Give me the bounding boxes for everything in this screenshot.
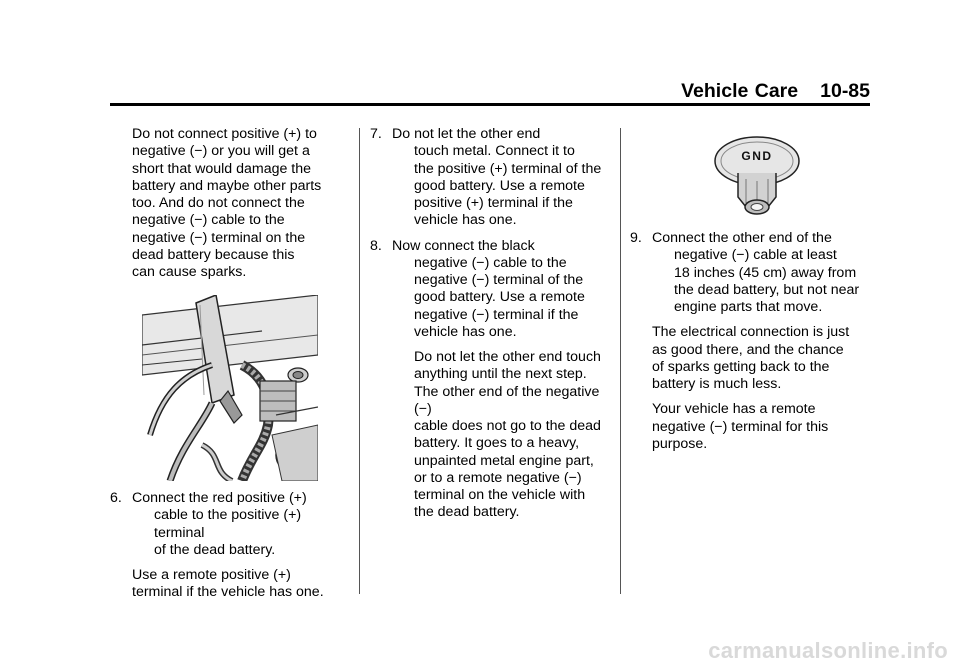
warning-text [110, 126, 350, 281]
text-line: dead battery because this [132, 246, 295, 263]
column-1 [110, 126, 350, 281]
text-line: vehicle has one. [414, 212, 517, 229]
text-line: Do not connect positive (+) to [132, 126, 317, 142]
step-6-note [110, 567, 350, 602]
text-line: anything until the next step. [414, 366, 587, 383]
text-line: as good there, and the chance [652, 341, 844, 358]
text-line: Your vehicle has a remote [652, 401, 816, 418]
step-6 [110, 490, 350, 602]
text-line: purpose. [652, 435, 708, 452]
text-line: negative (−) terminal for this [652, 418, 829, 435]
text-line: cable does not go to the dead [414, 418, 601, 434]
text-line: engine parts that move. [674, 299, 823, 315]
text-line: cable to the positive (+) terminal [154, 507, 302, 541]
text-line: the positive (+) terminal of the [414, 160, 602, 177]
step-8-instruction [370, 238, 610, 342]
text-line: unpainted metal engine part, [414, 452, 594, 469]
text-line: Now connect the black [392, 237, 535, 254]
text-line: terminal if the vehicle has one. [132, 584, 324, 601]
step-number: 7. [370, 126, 382, 142]
text-line: short that would damage the [132, 160, 312, 177]
text-line: The electrical connection is just [652, 324, 850, 341]
text-line: battery. It goes to a heavy, [414, 435, 580, 452]
header-title [681, 80, 870, 103]
text-line: vehicle has one. [414, 323, 517, 340]
step-number: 6. [110, 490, 122, 506]
text-line: the dead battery, but not near [674, 281, 860, 298]
text-line: Do not let the other end [392, 126, 541, 142]
text-line: 18 inches (45 cm) away from [674, 264, 857, 281]
text-line: of sparks getting back to the [652, 358, 830, 375]
jumper-cable-engine-illustration [142, 295, 318, 481]
gnd-label: GND [741, 149, 773, 163]
text-line: negative (−) cable to the [132, 212, 285, 229]
text-line: terminal on the vehicle with [414, 487, 586, 503]
page-number: 10-85 [820, 80, 870, 102]
text-line: too. And do not connect the [132, 195, 305, 211]
text-line: negative (−) terminal if the [414, 306, 579, 323]
text-line: can cause sparks. [132, 264, 247, 280]
text-line: battery is much less. [652, 376, 782, 392]
text-line: negative (−) terminal of the [414, 272, 584, 288]
text-line: negative (−) cable to the [414, 254, 567, 271]
text-line: The other end of the negative (−) [414, 383, 600, 417]
text-line: good battery. Use a remote [414, 177, 585, 194]
step-8-note [370, 349, 610, 522]
text-line: Connect the red positive (+) [132, 490, 307, 506]
column-divider-1 [359, 128, 360, 594]
text-line: Use a remote positive (+) [132, 567, 291, 583]
text-line: positive (+) terminal if the [414, 195, 573, 211]
step-6-instruction [110, 490, 350, 559]
step-number: 9. [630, 230, 642, 246]
text-line: or to a remote negative (−) [414, 469, 582, 486]
section-title: Vehicle Care [681, 80, 799, 102]
ground-terminal-illustration [712, 135, 802, 217]
text-line: Do not let the other end touch [414, 349, 601, 365]
text-line: negative (−) cable at least [674, 247, 837, 264]
text-line: Connect the other end of the [652, 230, 832, 246]
step-9-instruction [630, 230, 870, 316]
column-divider-2 [620, 128, 621, 594]
step-7-instruction [370, 126, 610, 230]
text-line: good battery. Use a remote [414, 289, 585, 306]
header-rule [110, 103, 870, 106]
text-line: the dead battery. [414, 504, 520, 521]
column-3 [630, 230, 870, 453]
step-9-note-2 [630, 401, 870, 453]
text-line: battery and maybe other parts [132, 177, 322, 194]
text-line: touch metal. Connect it to [414, 143, 575, 160]
text-line: negative (−) or you will get a [132, 143, 310, 160]
text-line: negative (−) terminal on the [132, 229, 306, 246]
column-2 [370, 126, 610, 522]
text-line: of the dead battery. [154, 541, 276, 558]
watermark: carmanualsonline.info [708, 638, 948, 663]
step-number: 8. [370, 237, 382, 254]
step-9-note-1 [630, 324, 870, 393]
